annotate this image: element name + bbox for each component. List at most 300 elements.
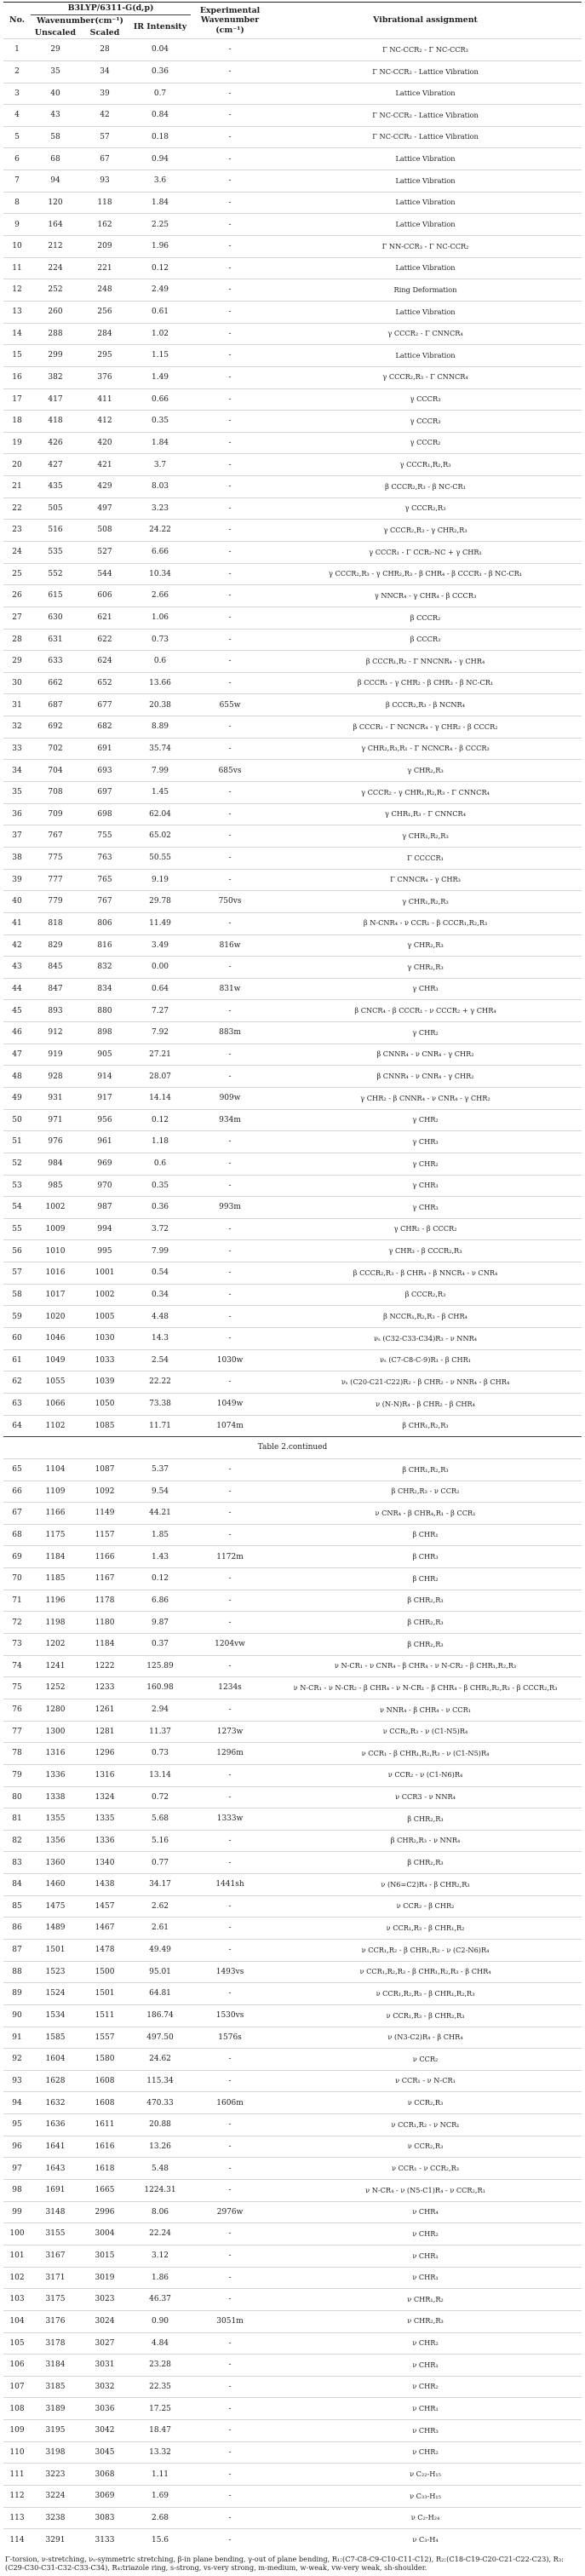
- cell-ir: 0.66: [129, 388, 191, 411]
- cell-scaled: 421: [80, 454, 129, 476]
- cell-experimental: -: [191, 541, 269, 563]
- cell-scaled: 995: [80, 1240, 129, 1262]
- cell-unscaled: 1184: [31, 1546, 80, 1568]
- cell-ir: 2.61: [129, 1918, 191, 1940]
- cell-unscaled: 818: [31, 912, 80, 934]
- cell-scaled: 1050: [80, 1393, 129, 1415]
- cell-no: 35: [3, 782, 31, 804]
- cell-unscaled: 1055: [31, 1371, 80, 1394]
- cell-unscaled: 687: [31, 694, 80, 716]
- cell-experimental: -: [191, 1284, 269, 1306]
- cell-no: 5: [3, 126, 31, 148]
- cell-assignment: γ CHR₂,R₃: [269, 934, 582, 957]
- cell-scaled: 1608: [80, 2092, 129, 2114]
- cell-no: 24: [3, 541, 31, 563]
- cell-unscaled: 1002: [31, 1197, 80, 1219]
- cell-experimental: -: [191, 2223, 269, 2245]
- table-row: [3, 83, 582, 105]
- cell-no: 25: [3, 563, 31, 585]
- cell-experimental: 1606m: [191, 2092, 269, 2114]
- cell-ir: 0.6: [129, 1153, 191, 1175]
- cell-assignment: ν CHR₂: [269, 2332, 582, 2355]
- cell-no: 90: [3, 2004, 31, 2027]
- cell-unscaled: 1636: [31, 2114, 80, 2136]
- cell-unscaled: 1604: [31, 2049, 80, 2071]
- cell-ir: 65.02: [129, 825, 191, 848]
- cell-no: 23: [3, 520, 31, 542]
- cell-experimental: 1049w: [191, 1393, 269, 1415]
- cell-assignment: β CCCR₁ - γ CHR₂ - β CHR₃ - β NC-CR₁: [269, 672, 582, 694]
- table-row: [3, 1939, 582, 1961]
- cell-scaled: 905: [80, 1044, 129, 1066]
- cell-scaled: 970: [80, 1175, 129, 1197]
- table-row: [3, 214, 582, 236]
- cell-ir: 2.25: [129, 214, 191, 236]
- cell-assignment: ν (N3-C2)R₄ - β CHR₄: [269, 2027, 582, 2049]
- cell-experimental: -: [191, 1262, 269, 1285]
- cell-assignment: β CCCR₁ - Γ NCNCR₄ - γ CHR₂ - β CCCR₂: [269, 716, 582, 739]
- cell-experimental: -: [191, 1655, 269, 1677]
- table-row: [3, 497, 582, 520]
- cell-no: 82: [3, 1830, 31, 1852]
- cell-experimental: -: [191, 366, 269, 388]
- cell-no: 22: [3, 497, 31, 520]
- table-row: [3, 2201, 582, 2223]
- cell-ir: 2.54: [129, 1349, 191, 1371]
- cell-unscaled: 1360: [31, 1852, 80, 1874]
- table-row: [3, 1131, 582, 1153]
- cell-scaled: 1261: [80, 1699, 129, 1721]
- cell-no: 58: [3, 1284, 31, 1306]
- cell-experimental: -: [191, 323, 269, 345]
- cell-ir: 73.38: [129, 1393, 191, 1415]
- cell-no: 2: [3, 60, 31, 83]
- cell-ir: 1.45: [129, 782, 191, 804]
- cell-experimental: 934m: [191, 1109, 269, 1131]
- cell-scaled: 914: [80, 1066, 129, 1088]
- cell-experimental: -: [191, 1590, 269, 1612]
- cell-unscaled: 288: [31, 323, 80, 345]
- cell-no: 8: [3, 192, 31, 214]
- cell-ir: 5.68: [129, 1808, 191, 1831]
- cell-no: 10: [3, 236, 31, 258]
- cell-no: 45: [3, 1000, 31, 1022]
- cell-ir: 0.36: [129, 60, 191, 83]
- cell-experimental: 655w: [191, 694, 269, 716]
- cell-assignment: ν CCR₁ - ν N-CR₁: [269, 2070, 582, 2092]
- cell-experimental: -: [191, 476, 269, 498]
- cell-unscaled: 1460: [31, 1874, 80, 1896]
- cell-assignment: Ring Deformation: [269, 279, 582, 302]
- cell-unscaled: 1356: [31, 1830, 80, 1852]
- cell-assignment: Lattice Vibration: [269, 345, 582, 367]
- cell-unscaled: 1355: [31, 1808, 80, 1831]
- cell-experimental: -: [191, 803, 269, 825]
- cell-experimental: -: [191, 2180, 269, 2202]
- cell-unscaled: 767: [31, 825, 80, 848]
- cell-scaled: 3019: [80, 2267, 129, 2289]
- cell-scaled: 1087: [80, 1458, 129, 1481]
- table-row: [3, 411, 582, 433]
- cell-scaled: 987: [80, 1197, 129, 1219]
- table-row: [3, 1961, 582, 1983]
- cell-assignment: ν (N6=C2)R₄ - β CHR₂,R₃: [269, 1874, 582, 1896]
- cell-assignment: ν CCR₂,R₃: [269, 2136, 582, 2158]
- cell-experimental: -: [191, 454, 269, 476]
- cell-scaled: 1500: [80, 1961, 129, 1983]
- cell-no: 86: [3, 1918, 31, 1940]
- cell-unscaled: 3291: [31, 2529, 80, 2551]
- cell-assignment: β CCCR₃: [269, 629, 582, 651]
- cell-ir: 1.96: [129, 236, 191, 258]
- table-row: [3, 2332, 582, 2355]
- cell-scaled: 420: [80, 432, 129, 454]
- cell-no: 15: [3, 345, 31, 367]
- cell-unscaled: 633: [31, 651, 80, 673]
- cell-experimental: -: [191, 1568, 269, 1590]
- cell-unscaled: 1643: [31, 2158, 80, 2180]
- table-header: [3, 3, 582, 39]
- cell-no: 26: [3, 585, 31, 607]
- cell-scaled: 118: [80, 192, 129, 214]
- cell-experimental: -: [191, 1918, 269, 1940]
- table-row: [3, 2070, 582, 2092]
- cell-no: 55: [3, 1218, 31, 1240]
- cell-scaled: 1618: [80, 2158, 129, 2180]
- cell-ir: 0.12: [129, 1109, 191, 1131]
- cell-no: 60: [3, 1328, 31, 1350]
- cell-no: 16: [3, 366, 31, 388]
- cell-no: 59: [3, 1306, 31, 1328]
- cell-unscaled: 1475: [31, 1895, 80, 1918]
- cell-experimental: -: [191, 585, 269, 607]
- cell-no: 88: [3, 1961, 31, 1983]
- cell-ir: 1.11: [129, 2464, 191, 2486]
- cell-ir: 22.24: [129, 2223, 191, 2245]
- cell-unscaled: 1198: [31, 1612, 80, 1634]
- cell-no: 100: [3, 2223, 31, 2245]
- cell-unscaled: 1691: [31, 2180, 80, 2202]
- cell-assignment: ν N-CR₁ - ν CNR₄ - β CHR₄ - ν N-CR₂ - β CHR₁,R₂,R₃: [269, 1655, 582, 1677]
- cell-experimental: -: [191, 148, 269, 170]
- cell-experimental: -: [191, 2420, 269, 2442]
- cell-no: 32: [3, 716, 31, 739]
- cell-ir: 470.33: [129, 2092, 191, 2114]
- cell-no: 111: [3, 2464, 31, 2486]
- cell-scaled: 677: [80, 694, 129, 716]
- cell-assignment: ν CCR₂ - β CHR₂: [269, 1895, 582, 1918]
- cell-experimental: -: [191, 1983, 269, 2005]
- cell-unscaled: 1010: [31, 1240, 80, 1262]
- table-row: [3, 1743, 582, 1765]
- cell-unscaled: 893: [31, 1000, 80, 1022]
- cell-experimental: -: [191, 214, 269, 236]
- cell-no: 20: [3, 454, 31, 476]
- cell-scaled: 1296: [80, 1743, 129, 1765]
- cell-unscaled: 427: [31, 454, 80, 476]
- cell-no: 81: [3, 1808, 31, 1831]
- table-row: [3, 1109, 582, 1131]
- cell-assignment: γ CCCR₂: [269, 432, 582, 454]
- cell-experimental: -: [191, 2355, 269, 2377]
- cell-assignment: γ CHR₃ - β CCCR₂,R₃: [269, 1240, 582, 1262]
- cell-assignment: β N-CNR₄ - ν CCR₁ - β CCCR₁,R₂,R₃: [269, 912, 582, 934]
- cell-ir: 0.12: [129, 1568, 191, 1590]
- cell-scaled: 1340: [80, 1852, 129, 1874]
- cell-ir: 0.7: [129, 83, 191, 105]
- cell-scaled: 1005: [80, 1306, 129, 1328]
- table-row: [3, 563, 582, 585]
- cell-experimental: -: [191, 1852, 269, 1874]
- cell-ir: 497.50: [129, 2027, 191, 2049]
- table-row: [3, 1044, 582, 1066]
- cell-assignment: ν CHR₃: [269, 2420, 582, 2442]
- cell-no: 66: [3, 1481, 31, 1503]
- table-row: [3, 148, 582, 170]
- cell-unscaled: 120: [31, 192, 80, 214]
- table-row: [3, 1546, 582, 1568]
- cell-no: 83: [3, 1852, 31, 1874]
- cell-ir: 4.48: [129, 1306, 191, 1328]
- cell-assignment: νₛ (C7-C8-C-9)R₁ - β CHR₁: [269, 1349, 582, 1371]
- cell-scaled: 1157: [80, 1524, 129, 1546]
- cell-assignment: ν CCR₁,R₂,R₃ - β CHR₁,R₂,R₃ - β CHR₄: [269, 1961, 582, 1983]
- cell-assignment: β CHR₃: [269, 1546, 582, 1568]
- cell-no: 49: [3, 1088, 31, 1110]
- cell-assignment: Lattice Vibration: [269, 148, 582, 170]
- table-row: [3, 672, 582, 694]
- cell-assignment: γ CHR₃: [269, 978, 582, 1000]
- cell-no: 33: [3, 738, 31, 760]
- cell-unscaled: 708: [31, 782, 80, 804]
- cell-unscaled: 704: [31, 760, 80, 782]
- cell-scaled: 1501: [80, 1983, 129, 2005]
- cell-no: 12: [3, 279, 31, 302]
- cell-scaled: 1180: [80, 1612, 129, 1634]
- header-scaled: Scaled: [89, 27, 120, 37]
- cell-assignment: Γ CNNCR₄ - γ CHR₃: [269, 869, 582, 891]
- cell-no: 92: [3, 2049, 31, 2071]
- cell-experimental: -: [191, 2114, 269, 2136]
- cell-no: 1: [3, 39, 31, 61]
- table-row: [3, 2420, 582, 2442]
- table-row: [3, 2245, 582, 2267]
- cell-unscaled: 662: [31, 672, 80, 694]
- cell-ir: 46.37: [129, 2289, 191, 2311]
- table-row: [3, 1524, 582, 1546]
- cell-unscaled: 1489: [31, 1918, 80, 1940]
- cell-experimental: 750vs: [191, 891, 269, 913]
- table-row: [3, 1568, 582, 1590]
- cell-no: 103: [3, 2289, 31, 2311]
- table-row: [3, 1655, 582, 1677]
- cell-assignment: ν CCR₂,R₃ - ν (C1-N5)R₄: [269, 1721, 582, 1743]
- cell-scaled: 412: [80, 411, 129, 433]
- cell-experimental: -: [191, 1044, 269, 1066]
- cell-no: 110: [3, 2441, 31, 2464]
- cell-assignment: γ CCCR₂ - Γ CNNCR₄: [269, 323, 582, 345]
- table-row: [3, 2049, 582, 2071]
- cell-ir: 8.89: [129, 716, 191, 739]
- cell-no: 9: [3, 214, 31, 236]
- cell-assignment: ν CHR₂,R₃: [269, 2310, 582, 2332]
- cell-unscaled: 164: [31, 214, 80, 236]
- cell-ir: 10.34: [129, 563, 191, 585]
- cell-no: 85: [3, 1895, 31, 1918]
- cell-scaled: 3032: [80, 2376, 129, 2398]
- cell-scaled: 1222: [80, 1655, 129, 1677]
- cell-unscaled: 1166: [31, 1503, 80, 1525]
- cell-unscaled: 3223: [31, 2464, 80, 2486]
- cell-assignment: β CCCR₂,R₃ - β NCNR₄: [269, 694, 582, 716]
- cell-ir: 11.71: [129, 1415, 191, 1437]
- cell-scaled: 961: [80, 1131, 129, 1153]
- cell-scaled: 1030: [80, 1328, 129, 1350]
- cell-assignment: ν CHR₂: [269, 2376, 582, 2398]
- cell-experimental: -: [191, 1458, 269, 1481]
- cell-assignment: ν (N-N)R₄ - β CHR₂ - β CHR₄: [269, 1393, 582, 1415]
- cell-assignment: ν CHR₁: [269, 2267, 582, 2289]
- cell-scaled: 497: [80, 497, 129, 520]
- cell-ir: 22.22: [129, 1371, 191, 1394]
- cell-experimental: -: [191, 607, 269, 629]
- cell-no: 71: [3, 1590, 31, 1612]
- cell-experimental: -: [191, 1764, 269, 1786]
- cell-scaled: 1092: [80, 1481, 129, 1503]
- table-row: [3, 825, 582, 848]
- cell-unscaled: 552: [31, 563, 80, 585]
- cell-experimental: -: [191, 388, 269, 411]
- table-row: [3, 1634, 582, 1656]
- table-row: [3, 1808, 582, 1831]
- cell-ir: 3.7: [129, 454, 191, 476]
- cell-assignment: γ CHR₂ - β CNNR₄ - ν CNR₄ - γ CHR₂: [269, 1088, 582, 1110]
- table-row: [3, 1262, 582, 1285]
- cell-no: 109: [3, 2420, 31, 2442]
- cell-unscaled: 829: [31, 934, 80, 957]
- cell-scaled: 1608: [80, 2070, 129, 2092]
- cell-unscaled: 1316: [31, 1743, 80, 1765]
- cell-experimental: 1030w: [191, 1349, 269, 1371]
- cell-scaled: 606: [80, 585, 129, 607]
- cell-experimental: -: [191, 1371, 269, 1394]
- table-row: [3, 1218, 582, 1240]
- cell-assignment: γ CHR₂ - β CCCR₂: [269, 1218, 582, 1240]
- cell-unscaled: 845: [31, 957, 80, 979]
- cell-experimental: 1296m: [191, 1743, 269, 1765]
- table-row: [3, 1895, 582, 1918]
- cell-assignment: Γ CCCCR₁: [269, 847, 582, 869]
- cell-ir: 35.74: [129, 738, 191, 760]
- cell-unscaled: 1020: [31, 1306, 80, 1328]
- table-body: [3, 39, 582, 2551]
- table-row: [3, 1393, 582, 1415]
- cell-no: 101: [3, 2245, 31, 2267]
- cell-ir: 2.68: [129, 2507, 191, 2529]
- cell-scaled: 3036: [80, 2398, 129, 2420]
- cell-ir: 28.07: [129, 1066, 191, 1088]
- cell-assignment: γ CHR₃: [269, 1197, 582, 1219]
- table-row: [3, 1022, 582, 1044]
- table-row: [3, 2355, 582, 2377]
- cell-experimental: -: [191, 105, 269, 127]
- table-row: [3, 891, 582, 913]
- cell-experimental: -: [191, 2158, 269, 2180]
- table-row: [3, 1874, 582, 1896]
- cell-ir: 0.00: [129, 957, 191, 979]
- cell-unscaled: 1585: [31, 2027, 80, 2049]
- cell-assignment: γ CCCR₂,R₃ - Γ CNNCR₄: [269, 366, 582, 388]
- cell-unscaled: 435: [31, 476, 80, 498]
- cell-scaled: 763: [80, 847, 129, 869]
- cell-unscaled: 984: [31, 1153, 80, 1175]
- table-row: [3, 1415, 582, 1437]
- table-row: [3, 803, 582, 825]
- table-row: [3, 2398, 582, 2420]
- table-row: [3, 1371, 582, 1394]
- cell-no: 11: [3, 257, 31, 279]
- cell-unscaled: 3198: [31, 2441, 80, 2464]
- cell-scaled: 755: [80, 825, 129, 848]
- cell-assignment: γ CHR₁,R₃ - Γ CNNCR₄: [269, 803, 582, 825]
- cell-unscaled: 928: [31, 1066, 80, 1088]
- cell-no: 43: [3, 957, 31, 979]
- cell-no: 52: [3, 1153, 31, 1175]
- header-ir-intensity: IR Intensity: [133, 21, 187, 32]
- cell-scaled: 1085: [80, 1415, 129, 1437]
- cell-scaled: 1580: [80, 2049, 129, 2071]
- table-row: [3, 366, 582, 388]
- table-row: [3, 847, 582, 869]
- table-row: [3, 1349, 582, 1371]
- cell-no: 51: [3, 1131, 31, 1153]
- cell-unscaled: 1280: [31, 1699, 80, 1721]
- cell-scaled: 622: [80, 629, 129, 651]
- cell-ir: 186.74: [129, 2004, 191, 2027]
- table-row: [3, 2114, 582, 2136]
- cell-assignment: ν CCR₁,R₂,R₃ - β CHR₁,R₂,R₃: [269, 1983, 582, 2005]
- cell-no: 19: [3, 432, 31, 454]
- cell-ir: 7.27: [129, 1000, 191, 1022]
- cell-experimental: -: [191, 236, 269, 258]
- cell-unscaled: 931: [31, 1088, 80, 1110]
- cell-no: 42: [3, 934, 31, 957]
- cell-assignment: γ CHR₂: [269, 1022, 582, 1044]
- cell-unscaled: 252: [31, 279, 80, 302]
- cell-no: 104: [3, 2310, 31, 2332]
- cell-assignment: ν CHR₂: [269, 2223, 582, 2245]
- cell-scaled: 3023: [80, 2289, 129, 2311]
- cell-scaled: 3027: [80, 2332, 129, 2355]
- cell-no: 79: [3, 1764, 31, 1786]
- table-row: [3, 236, 582, 258]
- table-row: [3, 1612, 582, 1634]
- cell-assignment: ν CCR₁,R₃ - β CHR₂,R₃: [269, 2004, 582, 2027]
- cell-assignment: Lattice Vibration: [269, 83, 582, 105]
- cell-unscaled: 1338: [31, 1786, 80, 1808]
- table-row: [3, 1284, 582, 1306]
- cell-ir: 13.32: [129, 2441, 191, 2464]
- cell-assignment: Lattice Vibration: [269, 301, 582, 323]
- cell-assignment: ν N-CR₁ - ν N-CR₂ - β CHR₄ - ν N-CR₁ - β CHR₄ - β CHR₁,R₂,R₃ - β CCCR₂,R₃: [269, 1677, 582, 1699]
- cell-no: 108: [3, 2398, 31, 2420]
- cell-no: 80: [3, 1786, 31, 1808]
- cell-unscaled: 505: [31, 497, 80, 520]
- header-no: No.: [9, 15, 25, 26]
- cell-unscaled: 1185: [31, 1568, 80, 1590]
- cell-unscaled: 912: [31, 1022, 80, 1044]
- cell-unscaled: 1202: [31, 1634, 80, 1656]
